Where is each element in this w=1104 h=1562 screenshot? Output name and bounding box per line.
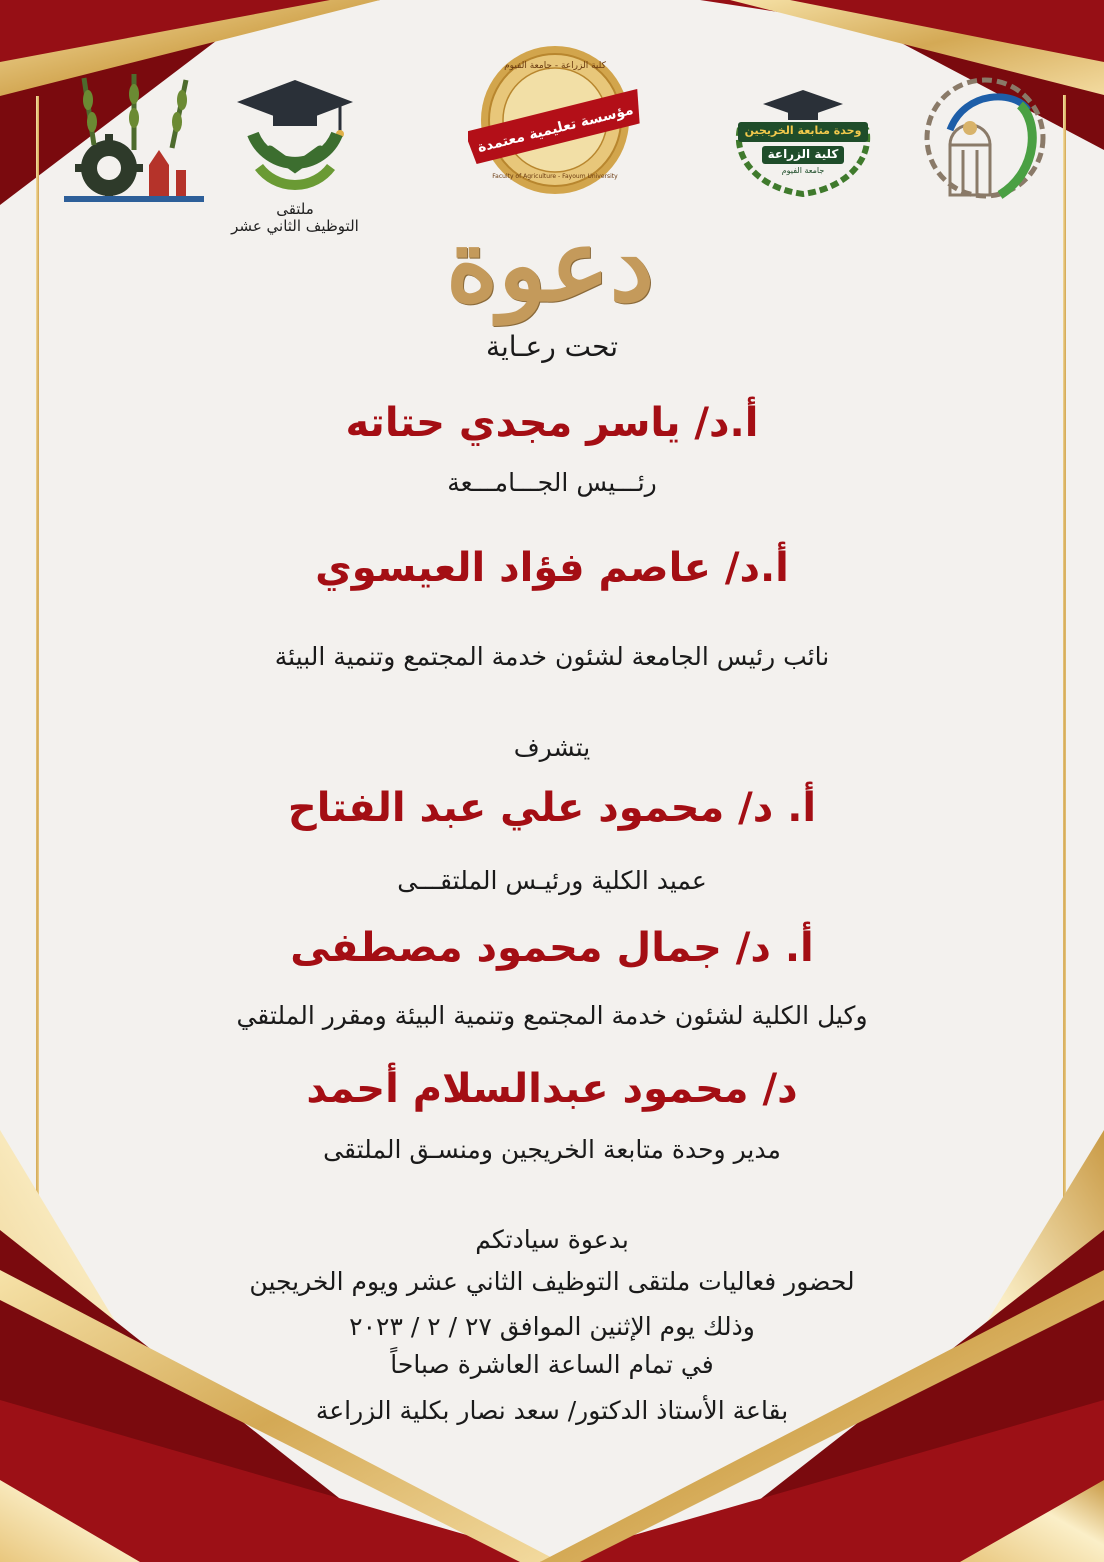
- invite-line-4: في تمام الساعة العاشرة صباحاً: [390, 1350, 714, 1379]
- patron2-name: أ.د/ عاصم فؤاد العيسوي: [315, 545, 789, 591]
- patron2-role: نائب رئيس الجامعة لشئون خدمة المجتمع وتنمية البيئة: [274, 642, 830, 671]
- host1-name: أ. د/ محمود علي عبد الفتاح: [287, 785, 817, 831]
- host3-name: د/ محمود عبدالسلام أحمد: [306, 1066, 798, 1112]
- graduation-handshake-icon: [225, 72, 365, 197]
- graduates-unit-text-2: كلية الزراعة: [767, 147, 839, 161]
- host2-role: وكيل الكلية لشئون خدمة المجتمع وتنمية البيئة ومقرر الملتقي: [236, 1001, 868, 1030]
- svg-text:كلية الزراعة - جامعة الفيوم: كلية الزراعة - جامعة الفيوم: [504, 61, 606, 71]
- forum-logo-text-2: التوظيف الثاني عشر: [231, 217, 359, 235]
- laurel-cap-icon: [728, 88, 878, 198]
- graduates-unit-text-1: وحدة متابعة الخريجين: [744, 124, 862, 137]
- invite-line-5: بقاعة الأستاذ الدكتور/ سعد نصار بكلية الزراعة: [315, 1396, 789, 1425]
- host2-name: أ. د/ جمال محمود مصطفى: [290, 925, 814, 971]
- seal-outer-text: [504, 61, 606, 71]
- invitation-title: دعوة: [445, 206, 655, 324]
- forum-logo-text-1: ملتقى: [276, 200, 314, 218]
- employment-forum-logo: [225, 72, 365, 235]
- graduates-unit-text-3: جامعة الفيوم: [781, 166, 825, 175]
- patron1-role: رئـــيس الجـــامـــعة: [447, 468, 657, 497]
- invite-line-2: لحضور فعاليات ملتقى التوظيف الثاني عشر ويوم الخريجين: [249, 1267, 855, 1296]
- invite-line-1: بدعوة سيادتكم: [475, 1225, 629, 1254]
- invite-line-3: وذلك يوم الإثنين الموافق ٢٧ / ٢ / ٢٠٢٣: [349, 1312, 755, 1341]
- under-patronage: تحت رعـاية: [485, 330, 619, 363]
- university-emblem-icon: [920, 70, 1050, 205]
- honored-by: يتشرف: [513, 733, 591, 762]
- graduates-unit-logo: [728, 88, 878, 198]
- host1-role: عميد الكلية ورئيـس الملتقـــى: [397, 866, 707, 895]
- seal-english-text: Faculty of Agriculture - Fayoum University: [492, 173, 618, 180]
- accreditation-seal-icon: [468, 40, 643, 200]
- seal-ribbon-text: مؤسسة تعليمية معتمدة: [475, 101, 635, 157]
- patron1-name: أ.د/ ياسر مجدي حتاته: [345, 400, 759, 446]
- wheat-gear-emblem-icon: [64, 70, 204, 205]
- host3-role: مدير وحدة متابعة الخريجين ومنسـق الملتقى: [323, 1135, 781, 1164]
